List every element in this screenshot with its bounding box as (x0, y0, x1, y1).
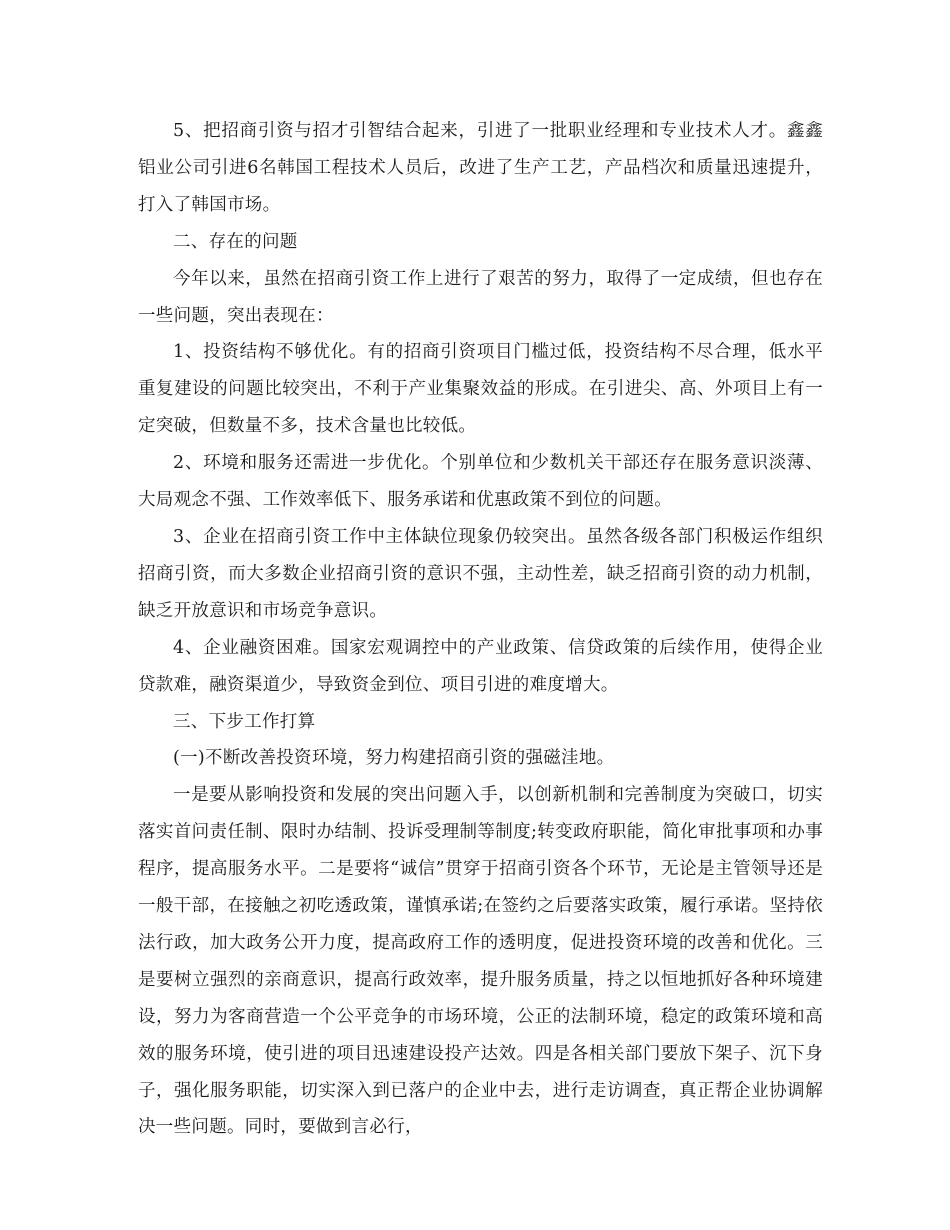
heading-next-steps: 三、下步工作打算 (173, 711, 316, 732)
paragraph-problem-4: 4、企业融资困难。国家宏观调控中的产业政策、信贷政策的后续作用，使得企业贷款难，融资渠道少，导致资金到位、项目引进的难度增大。 (138, 637, 823, 695)
paragraph-problems-intro: 今年以来，虽然在招商引资工作上进行了艰苦的努力，取得了一定成绩，但也存在一些问题，突出表现在： (138, 268, 823, 326)
paragraph-problem-2: 2、环境和服务还需进一步优化。个别单位和少数机关干部还存在服务意识淡薄、大局观念不强、工作效率低下、服务承诺和优惠政策不到位的问题。 (138, 453, 823, 511)
paragraph-problem-3: 3、企业在招商引资工作中主体缺位现象仍较突出。虽然各级各部门积极运作组织招商引资，而大多数企业招商引资的意识不强，主动性差，缺乏招商引资的动力机制，缺乏开放意识和市场竞争意识。 (138, 526, 823, 621)
paragraph-talent-introduction: 5、把招商引资与招才引智结合起来，引进了一批职业经理和专业技术人才。鑫鑫铝业公司引进6名韩国工程技术人员后，改进了生产工艺，产品档次和质量迅速提升，打入了韩国市场。 (138, 121, 823, 215)
document-body (138, 113, 823, 1146)
paragraph-problem-1: 1、投资结构不够优化。有的招商引资项目门槛过低，投资结构不尽合理，低水平重复建设的问题比较突出，不利于产业集聚效益的形成。在引进尖、高、外项目上有一定突破，但数量不多，技术含量也比较低。 (138, 342, 823, 437)
paragraph-environment-measures: 一是要从影响投资和发展的突出问题入手，以创新机制和完善制度为突破口，切实落实首问责任制、限时办结制、投诉受理制等制度;转变政府职能，简化审批事项和办事程序，提高服务水平。二是要将“诚信”贯穿于招商引资各个环节，无论是主管领导还是一般干部，在接触之初吃透政策，谨慎承诺;在签约之后要落实政策，履行承诺。坚持依法行政，加大政务公开力度，提高政府工作的透明度，促进投资环境的改善和优化。三是要树立强烈的亲商意识，提高行政效率，提升服务质量，持之以恒地抓好各种环境建设，努力为客商营造一个公平竞争的市场环境，公正的法制环境，稳定的政策环境和高效的服务环境，使引进的项目迅速建设投产达效。四是各相关部门要放下架子、沉下身子，强化服务职能，切实深入到已落户的企业中去，进行走访调查，真正帮企业协调解决一些问题。同时，要做到言必行， (138, 785, 823, 1138)
heading-existing-problems: 二、存在的问题 (173, 231, 298, 252)
subheading-investment-environment: (一)不断改善投资环境，努力构建招商引资的强磁洼地。 (173, 748, 615, 769)
